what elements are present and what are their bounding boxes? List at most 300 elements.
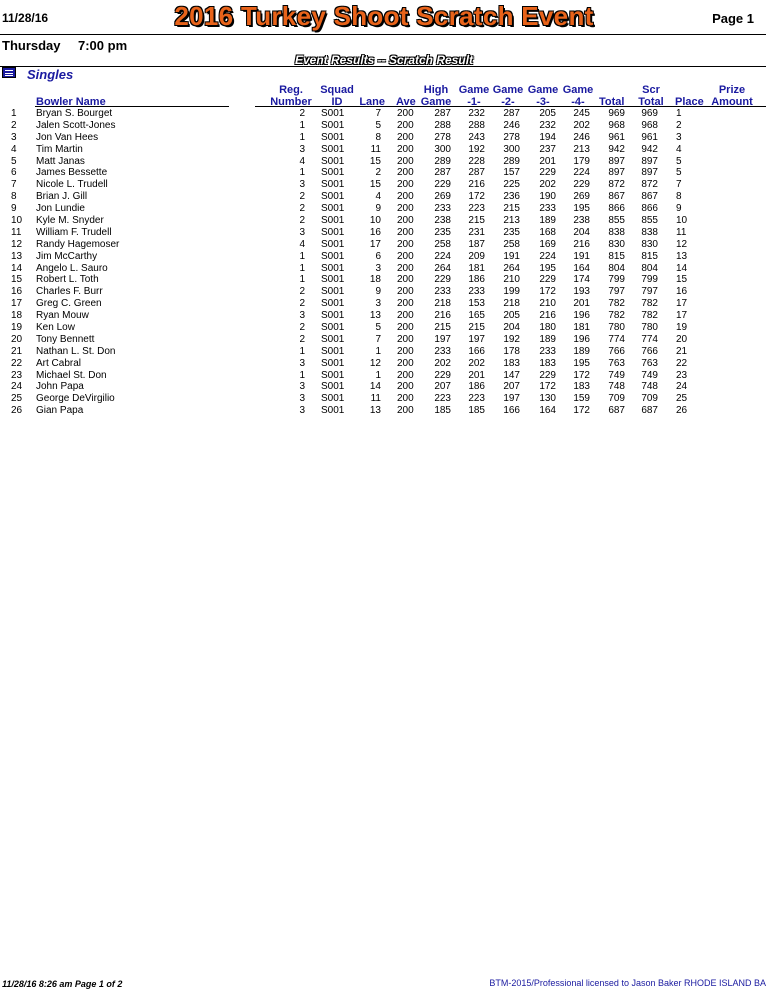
cell-total: 838 bbox=[608, 226, 625, 238]
cell-reg-number: 1 bbox=[299, 274, 305, 286]
cell-game-1: 209 bbox=[468, 250, 485, 262]
cell-bowler-name: Tony Bennett bbox=[36, 333, 95, 345]
table-row bbox=[0, 358, 768, 370]
cell-lane: 12 bbox=[369, 357, 381, 369]
cell-game-2: 178 bbox=[503, 345, 520, 357]
cell-lane: 3 bbox=[375, 262, 381, 274]
cell-average: 200 bbox=[397, 238, 414, 250]
cell-row-number: 26 bbox=[11, 405, 23, 417]
col-header-game1: Game -1- bbox=[458, 84, 490, 108]
cell-row-number: 22 bbox=[11, 357, 23, 369]
cell-total: 774 bbox=[608, 333, 625, 345]
cell-game-3: 189 bbox=[539, 215, 556, 227]
cell-high-game: 233 bbox=[434, 286, 451, 298]
col-header-place: Place bbox=[675, 96, 704, 108]
cell-game-2: 204 bbox=[503, 322, 520, 334]
cell-place: 5 bbox=[676, 167, 682, 179]
cell-game-4: 195 bbox=[573, 357, 590, 369]
cell-total: 782 bbox=[608, 310, 625, 322]
cell-bowler-name: Jon Lundie bbox=[36, 203, 85, 215]
cell-place: 14 bbox=[676, 262, 688, 274]
cell-game-3: 216 bbox=[539, 310, 556, 322]
cell-scratch-total: 969 bbox=[641, 108, 658, 119]
cell-game-1: 186 bbox=[468, 381, 485, 393]
cell-high-game: 229 bbox=[434, 369, 451, 381]
table-row bbox=[0, 346, 768, 358]
cell-game-3: 164 bbox=[539, 405, 556, 417]
col-header-lane: Lane bbox=[359, 96, 385, 108]
table-row bbox=[0, 227, 768, 239]
cell-lane: 4 bbox=[375, 191, 381, 203]
cell-game-2: 210 bbox=[503, 274, 520, 286]
cell-reg-number: 2 bbox=[299, 108, 305, 119]
cell-bowler-name: Ryan Mouw bbox=[36, 310, 89, 322]
col-header-bowler: Bowler Name bbox=[36, 96, 106, 108]
cell-reg-number: 1 bbox=[299, 131, 305, 143]
cell-squad-id: S001 bbox=[321, 298, 345, 310]
cell-bowler-name: Nicole L. Trudell bbox=[36, 179, 108, 191]
cell-game-3: 180 bbox=[539, 322, 556, 334]
cell-lane: 15 bbox=[369, 155, 381, 167]
table-row bbox=[0, 286, 768, 298]
cell-reg-number: 4 bbox=[299, 238, 305, 250]
cell-place: 17 bbox=[676, 298, 688, 310]
cell-squad-id: S001 bbox=[321, 191, 345, 203]
cell-scratch-total: 897 bbox=[641, 167, 658, 179]
cell-place: 19 bbox=[676, 322, 688, 334]
cell-squad-id: S001 bbox=[321, 286, 345, 298]
cell-squad-id: S001 bbox=[321, 262, 345, 274]
col-header-game3: Game -3- bbox=[527, 84, 559, 108]
cell-average: 200 bbox=[397, 405, 414, 417]
cell-game-2: 236 bbox=[503, 191, 520, 203]
cell-average: 200 bbox=[397, 167, 414, 179]
cell-game-2: 218 bbox=[503, 298, 520, 310]
cell-total: 897 bbox=[608, 155, 625, 167]
cell-lane: 14 bbox=[369, 381, 381, 393]
cell-lane: 5 bbox=[375, 119, 381, 131]
cell-high-game: 258 bbox=[434, 238, 451, 250]
cell-total: 804 bbox=[608, 262, 625, 274]
cell-game-3: 130 bbox=[539, 393, 556, 405]
cell-bowler-name: Randy Hagemoser bbox=[36, 238, 120, 250]
cell-row-number: 6 bbox=[11, 167, 17, 179]
cell-squad-id: S001 bbox=[321, 393, 345, 405]
cell-place: 24 bbox=[676, 381, 688, 393]
cell-squad-id: S001 bbox=[321, 381, 345, 393]
cell-game-3: 232 bbox=[539, 119, 556, 131]
cell-bowler-name: George DeVirgilio bbox=[36, 393, 115, 405]
cell-lane: 6 bbox=[375, 250, 381, 262]
cell-bowler-name: Jim McCarthy bbox=[36, 250, 98, 262]
cell-game-2: 289 bbox=[503, 155, 520, 167]
cell-place: 13 bbox=[676, 250, 688, 262]
cell-total: 749 bbox=[608, 369, 625, 381]
cell-game-3: 194 bbox=[539, 131, 556, 143]
cell-high-game: 288 bbox=[434, 119, 451, 131]
cell-squad-id: S001 bbox=[321, 333, 345, 345]
cell-average: 200 bbox=[397, 203, 414, 215]
cell-game-2: 235 bbox=[503, 226, 520, 238]
cell-game-4: 172 bbox=[573, 369, 590, 381]
col-header-game4: Game -4- bbox=[562, 84, 594, 108]
cell-total: 782 bbox=[608, 298, 625, 310]
cell-game-4: 196 bbox=[573, 333, 590, 345]
cell-game-3: 237 bbox=[539, 143, 556, 155]
cell-bowler-name: Robert L. Toth bbox=[36, 274, 99, 286]
cell-high-game: 300 bbox=[434, 143, 451, 155]
cell-reg-number: 1 bbox=[299, 119, 305, 131]
cell-high-game: 233 bbox=[434, 203, 451, 215]
cell-game-2: 264 bbox=[503, 262, 520, 274]
cell-high-game: 287 bbox=[434, 167, 451, 179]
header-underline-right bbox=[255, 106, 766, 107]
cell-bowler-name: William F. Trudell bbox=[36, 226, 112, 238]
cell-high-game: 215 bbox=[434, 322, 451, 334]
cell-squad-id: S001 bbox=[321, 274, 345, 286]
cell-scratch-total: 763 bbox=[641, 357, 658, 369]
cell-average: 200 bbox=[397, 250, 414, 262]
table-row bbox=[0, 203, 768, 215]
cell-reg-number: 2 bbox=[299, 298, 305, 310]
cell-bowler-name: Art Cabral bbox=[36, 357, 82, 369]
cell-average: 200 bbox=[397, 143, 414, 155]
cell-place: 12 bbox=[676, 238, 688, 250]
cell-scratch-total: 804 bbox=[641, 262, 658, 274]
cell-game-4: 195 bbox=[573, 203, 590, 215]
col-header-squad: Squad ID bbox=[320, 84, 354, 108]
cell-total: 830 bbox=[608, 238, 625, 250]
cell-place: 21 bbox=[676, 345, 688, 357]
col-header-high: High Game bbox=[420, 84, 452, 108]
cell-high-game: 216 bbox=[434, 310, 451, 322]
cell-scratch-total: 968 bbox=[641, 119, 658, 131]
cell-lane: 2 bbox=[375, 167, 381, 179]
cell-average: 200 bbox=[397, 393, 414, 405]
cell-squad-id: S001 bbox=[321, 203, 345, 215]
cell-lane: 9 bbox=[375, 203, 381, 215]
table-row bbox=[0, 274, 768, 286]
cell-game-1: 215 bbox=[468, 322, 485, 334]
cell-row-number: 17 bbox=[11, 298, 23, 310]
cell-reg-number: 2 bbox=[299, 191, 305, 203]
cell-reg-number: 1 bbox=[299, 369, 305, 381]
cell-reg-number: 3 bbox=[299, 405, 305, 417]
cell-game-4: 196 bbox=[573, 310, 590, 322]
cell-lane: 10 bbox=[369, 215, 381, 227]
cell-squad-id: S001 bbox=[321, 310, 345, 322]
cell-game-1: 233 bbox=[468, 286, 485, 298]
cell-average: 200 bbox=[397, 108, 414, 119]
cell-game-2: 191 bbox=[503, 250, 520, 262]
cell-scratch-total: 782 bbox=[641, 298, 658, 310]
cell-lane: 1 bbox=[375, 369, 381, 381]
cell-total: 797 bbox=[608, 286, 625, 298]
cell-squad-id: S001 bbox=[321, 131, 345, 143]
cell-scratch-total: 815 bbox=[641, 250, 658, 262]
cell-game-4: 238 bbox=[573, 215, 590, 227]
cell-place: 8 bbox=[676, 191, 682, 203]
table-row bbox=[0, 120, 768, 132]
cell-place: 2 bbox=[676, 119, 682, 131]
cell-reg-number: 2 bbox=[299, 322, 305, 334]
cell-lane: 11 bbox=[370, 143, 381, 155]
cell-bowler-name: Brian J. Gill bbox=[36, 191, 88, 203]
cell-lane: 11 bbox=[370, 393, 381, 405]
cell-row-number: 10 bbox=[11, 215, 23, 227]
table-row bbox=[0, 156, 768, 168]
report-subtitle: Event Results -- Scratch Result bbox=[294, 53, 474, 67]
cell-reg-number: 3 bbox=[299, 381, 305, 393]
cell-game-2: 166 bbox=[503, 405, 520, 417]
results-table bbox=[0, 108, 768, 417]
cell-game-1: 288 bbox=[468, 119, 485, 131]
cell-scratch-total: 748 bbox=[641, 381, 658, 393]
cell-game-2: 183 bbox=[503, 357, 520, 369]
cell-lane: 3 bbox=[375, 298, 381, 310]
cell-lane: 18 bbox=[369, 274, 381, 286]
cell-average: 200 bbox=[397, 322, 414, 334]
cell-game-2: 205 bbox=[503, 310, 520, 322]
cell-high-game: 202 bbox=[434, 357, 451, 369]
cell-total: 961 bbox=[608, 131, 625, 143]
cell-game-1: 197 bbox=[468, 333, 485, 345]
cell-place: 23 bbox=[676, 369, 688, 381]
cell-total: 780 bbox=[608, 322, 625, 334]
cell-high-game: 233 bbox=[434, 345, 451, 357]
cell-game-2: 197 bbox=[503, 393, 520, 405]
cell-reg-number: 2 bbox=[299, 286, 305, 298]
cell-bowler-name: John Papa bbox=[36, 381, 84, 393]
cell-scratch-total: 942 bbox=[641, 143, 658, 155]
cell-game-2: 258 bbox=[503, 238, 520, 250]
cell-row-number: 4 bbox=[11, 143, 17, 155]
cell-row-number: 23 bbox=[11, 369, 23, 381]
cell-game-1: 165 bbox=[468, 310, 485, 322]
cell-average: 200 bbox=[397, 191, 414, 203]
cell-average: 200 bbox=[397, 333, 414, 345]
cell-scratch-total: 687 bbox=[641, 405, 658, 417]
cell-row-number: 21 bbox=[11, 345, 23, 357]
cell-bowler-name: Gian Papa bbox=[36, 405, 84, 417]
cell-scratch-total: 797 bbox=[641, 286, 658, 298]
cell-average: 200 bbox=[397, 131, 414, 143]
cell-bowler-name: Matt Janas bbox=[36, 155, 85, 167]
cell-bowler-name: James Bessette bbox=[36, 167, 108, 179]
cell-row-number: 20 bbox=[11, 333, 23, 345]
cell-total: 855 bbox=[608, 215, 625, 227]
cell-average: 200 bbox=[397, 357, 414, 369]
cell-squad-id: S001 bbox=[321, 238, 345, 250]
cell-game-1: 223 bbox=[468, 203, 485, 215]
cell-game-4: 201 bbox=[573, 298, 590, 310]
cell-row-number: 18 bbox=[11, 310, 23, 322]
cell-place: 20 bbox=[676, 333, 688, 345]
cell-bowler-name: Jon Van Hees bbox=[36, 131, 99, 143]
table-row bbox=[0, 191, 768, 203]
event-time: 7:00 pm bbox=[78, 38, 128, 53]
cell-squad-id: S001 bbox=[321, 155, 345, 167]
cell-row-number: 14 bbox=[11, 262, 23, 274]
cell-average: 200 bbox=[397, 274, 414, 286]
cell-game-1: 153 bbox=[468, 298, 485, 310]
cell-game-3: 183 bbox=[539, 357, 556, 369]
cell-lane: 13 bbox=[369, 405, 381, 417]
cell-average: 200 bbox=[397, 119, 414, 131]
cell-total: 969 bbox=[608, 108, 625, 119]
cell-scratch-total: 780 bbox=[641, 322, 658, 334]
cell-game-4: 193 bbox=[573, 286, 590, 298]
cell-game-3: 233 bbox=[539, 345, 556, 357]
cell-game-4: 172 bbox=[573, 405, 590, 417]
cell-lane: 8 bbox=[375, 131, 381, 143]
cell-scratch-total: 799 bbox=[641, 274, 658, 286]
cell-scratch-total: 866 bbox=[641, 203, 658, 215]
cell-total: 766 bbox=[608, 345, 625, 357]
cell-high-game: 287 bbox=[434, 108, 451, 119]
cell-scratch-total: 872 bbox=[641, 179, 658, 191]
cell-average: 200 bbox=[397, 345, 414, 357]
cell-place: 3 bbox=[676, 131, 682, 143]
cell-bowler-name: Bryan S. Bourget bbox=[36, 108, 113, 119]
cell-high-game: 185 bbox=[434, 405, 451, 417]
cell-game-4: 204 bbox=[573, 226, 590, 238]
cell-total: 687 bbox=[608, 405, 625, 417]
cell-game-1: 185 bbox=[468, 405, 485, 417]
cell-reg-number: 1 bbox=[299, 262, 305, 274]
cell-place: 25 bbox=[676, 393, 688, 405]
cell-game-3: 172 bbox=[539, 381, 556, 393]
cell-game-4: 269 bbox=[573, 191, 590, 203]
top-divider bbox=[0, 34, 766, 35]
cell-squad-id: S001 bbox=[321, 369, 345, 381]
cell-total: 709 bbox=[608, 393, 625, 405]
cell-average: 200 bbox=[397, 286, 414, 298]
section-label: Singles bbox=[27, 67, 74, 82]
cell-row-number: 11 bbox=[11, 226, 22, 238]
cell-row-number: 25 bbox=[11, 393, 23, 405]
cell-scratch-total: 855 bbox=[641, 215, 658, 227]
cell-bowler-name: Ken Low bbox=[36, 322, 75, 334]
cell-average: 200 bbox=[397, 369, 414, 381]
cell-total: 799 bbox=[608, 274, 625, 286]
cell-scratch-total: 709 bbox=[641, 393, 658, 405]
cell-reg-number: 1 bbox=[299, 345, 305, 357]
cell-high-game: 289 bbox=[434, 155, 451, 167]
cell-game-3: 210 bbox=[539, 298, 556, 310]
table-row bbox=[0, 310, 768, 322]
cell-game-3: 168 bbox=[539, 226, 556, 238]
col-header-reg: Reg. Number bbox=[270, 84, 312, 108]
cell-squad-id: S001 bbox=[321, 345, 345, 357]
cell-place: 10 bbox=[676, 215, 688, 227]
cell-reg-number: 4 bbox=[299, 155, 305, 167]
cell-lane: 1 bbox=[375, 345, 381, 357]
cell-squad-id: S001 bbox=[321, 322, 345, 334]
cell-scratch-total: 961 bbox=[641, 131, 658, 143]
cell-game-1: 192 bbox=[468, 143, 485, 155]
cell-total: 897 bbox=[608, 167, 625, 179]
cell-game-1: 202 bbox=[468, 357, 485, 369]
cell-game-1: 187 bbox=[468, 238, 485, 250]
cell-game-4: 174 bbox=[573, 274, 590, 286]
table-row bbox=[0, 108, 768, 120]
cell-game-1: 216 bbox=[468, 179, 485, 191]
cell-lane: 15 bbox=[369, 179, 381, 191]
cell-bowler-name: Kyle M. Snyder bbox=[36, 215, 104, 227]
cell-total: 968 bbox=[608, 119, 625, 131]
cell-scratch-total: 897 bbox=[641, 155, 658, 167]
cell-game-2: 246 bbox=[503, 119, 520, 131]
col-header-total: Total bbox=[599, 96, 625, 108]
col-header-ave: Ave bbox=[396, 96, 416, 108]
cell-high-game: 235 bbox=[434, 226, 451, 238]
table-row bbox=[0, 322, 768, 334]
cell-average: 200 bbox=[397, 381, 414, 393]
cell-place: 26 bbox=[676, 405, 688, 417]
cell-high-game: 229 bbox=[434, 274, 451, 286]
cell-row-number: 24 bbox=[11, 381, 23, 393]
cell-reg-number: 2 bbox=[299, 333, 305, 345]
cell-lane: 13 bbox=[369, 310, 381, 322]
cell-row-number: 12 bbox=[11, 238, 23, 250]
cell-squad-id: S001 bbox=[321, 215, 345, 227]
footer-left: 11/28/16 8:26 am Page 1 of 2 bbox=[2, 979, 123, 989]
cell-game-3: 233 bbox=[539, 203, 556, 215]
cell-total: 748 bbox=[608, 381, 625, 393]
cell-squad-id: S001 bbox=[321, 119, 345, 131]
cell-average: 200 bbox=[397, 262, 414, 274]
cell-game-2: 278 bbox=[503, 131, 520, 143]
cell-row-number: 9 bbox=[11, 203, 17, 215]
cell-row-number: 5 bbox=[11, 155, 17, 167]
cell-lane: 16 bbox=[369, 226, 381, 238]
cell-game-2: 215 bbox=[503, 203, 520, 215]
table-row bbox=[0, 334, 768, 346]
cell-row-number: 2 bbox=[11, 119, 17, 131]
table-row bbox=[0, 132, 768, 144]
cell-high-game: 229 bbox=[434, 179, 451, 191]
cell-total: 942 bbox=[608, 143, 625, 155]
cell-game-2: 207 bbox=[503, 381, 520, 393]
cell-game-2: 199 bbox=[503, 286, 520, 298]
cell-high-game: 224 bbox=[434, 250, 451, 262]
cell-row-number: 3 bbox=[11, 131, 17, 143]
cell-game-2: 147 bbox=[503, 369, 520, 381]
cell-game-4: 159 bbox=[573, 393, 590, 405]
cell-game-4: 246 bbox=[573, 131, 590, 143]
cell-game-1: 231 bbox=[468, 226, 485, 238]
cell-game-1: 201 bbox=[468, 369, 485, 381]
cell-row-number: 19 bbox=[11, 322, 23, 334]
cell-squad-id: S001 bbox=[321, 143, 345, 155]
cell-squad-id: S001 bbox=[321, 226, 345, 238]
table-row bbox=[0, 215, 768, 227]
cell-place: 7 bbox=[676, 179, 682, 191]
cell-high-game: 197 bbox=[434, 333, 451, 345]
cell-high-game: 207 bbox=[434, 381, 451, 393]
col-header-game2: Game -2- bbox=[492, 84, 524, 108]
cell-game-2: 287 bbox=[503, 108, 520, 119]
cell-total: 763 bbox=[608, 357, 625, 369]
cell-bowler-name: Greg C. Green bbox=[36, 298, 102, 310]
cell-scratch-total: 867 bbox=[641, 191, 658, 203]
cell-reg-number: 1 bbox=[299, 250, 305, 262]
cell-scratch-total: 838 bbox=[641, 226, 658, 238]
cell-average: 200 bbox=[397, 179, 414, 191]
cell-total: 872 bbox=[608, 179, 625, 191]
cell-total: 866 bbox=[608, 203, 625, 215]
